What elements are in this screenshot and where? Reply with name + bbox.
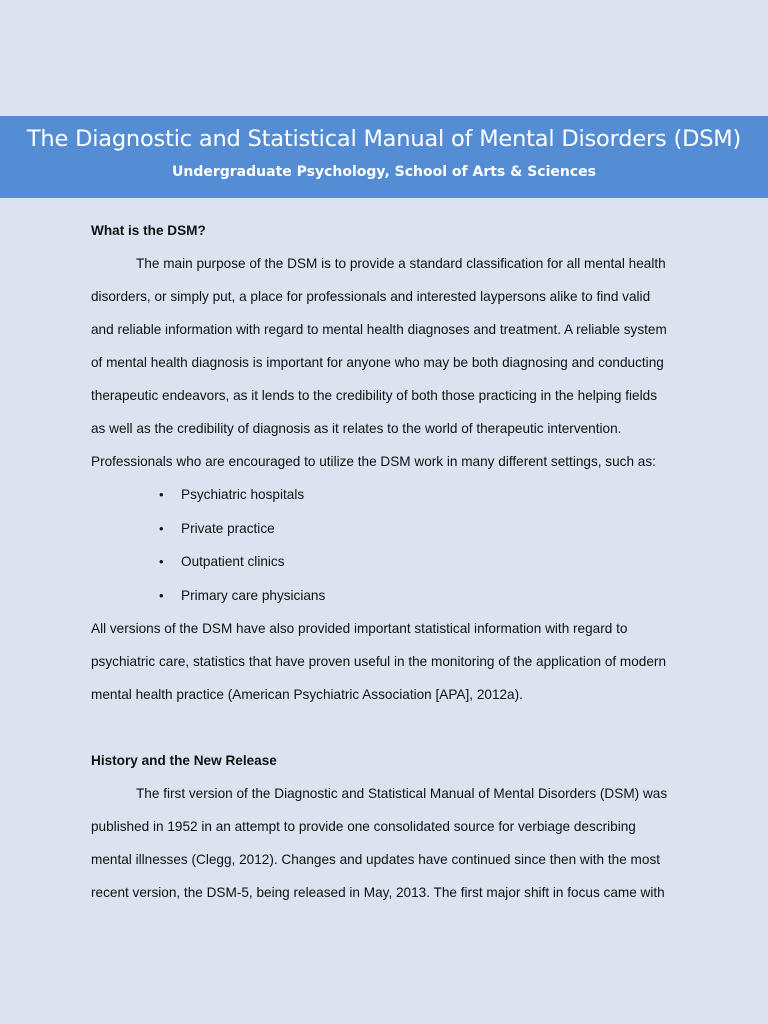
settings-list [91,478,691,612]
paragraph-line: of mental health diagnosis is important for anyone who may be both diagnosing and conducting [91,355,664,370]
bullet-icon: • [159,587,164,603]
paragraph-line: mental health practice (American Psychiatric Association [APA], 2012a). [91,687,523,702]
paragraph-line: recent version, the DSM-5, being released in May, 2013. The first major shift in focus came with [91,885,665,900]
paragraph-line: as well as the credibility of diagnosis as it relates to the world of therapeutic intervention. [91,421,622,436]
paragraph-line: and reliable information with regard to mental health diagnoses and treatment. A reliable system [91,322,667,337]
section-heading-what-is-dsm: What is the DSM? [91,223,206,238]
bullet-icon: • [159,520,164,536]
list-item [91,545,691,579]
paragraph-line: The main purpose of the DSM is to provide a standard classification for all mental health [136,256,666,271]
list-item-label: Psychiatric hospitals [181,487,305,502]
list-item [91,579,691,613]
paragraph-line: published in 1952 in an attempt to provide one consolidated source for verbiage describing [91,819,636,834]
paragraph-line: Professionals who are encouraged to utilize the DSM work in many different settings, such as: [91,454,656,469]
list-item-label: Primary care physicians [181,587,326,603]
bullet-icon: • [159,487,164,502]
paragraph-line: The first version of the Diagnostic and Statistical Manual of Mental Disorders (DSM) was [136,786,668,801]
document-subtitle: Undergraduate Psychology, School of Arts & Sciences [172,164,596,180]
paragraph-line: All versions of the DSM have also provided important statistical information with regard to [91,621,628,636]
list-item-label: Private practice [181,520,275,536]
list-item-label: Outpatient clinics [181,554,285,569]
section-heading-history: History and the New Release [91,753,277,768]
paragraph-line: mental illnesses (Clegg, 2012). Changes and updates have continued since then with the most [91,852,661,867]
paragraph-line: therapeutic endeavors, as it lends to the credibility of both those practicing in the helping fields [91,388,657,403]
list-item [91,512,691,546]
bullet-icon: • [159,554,164,569]
title-banner [0,116,768,198]
paragraph-line: disorders, or simply put, a place for professionals and interested laypersons alike to find valid [91,289,651,304]
section-spacer [91,711,691,744]
document-title: The Diagnostic and Statistical Manual of Mental Disorders (DSM) [26,126,742,152]
paragraph-line: psychiatric care, statistics that have proven useful in the monitoring of the application of modern [91,654,667,669]
document-body [91,214,691,909]
list-item [91,478,691,512]
